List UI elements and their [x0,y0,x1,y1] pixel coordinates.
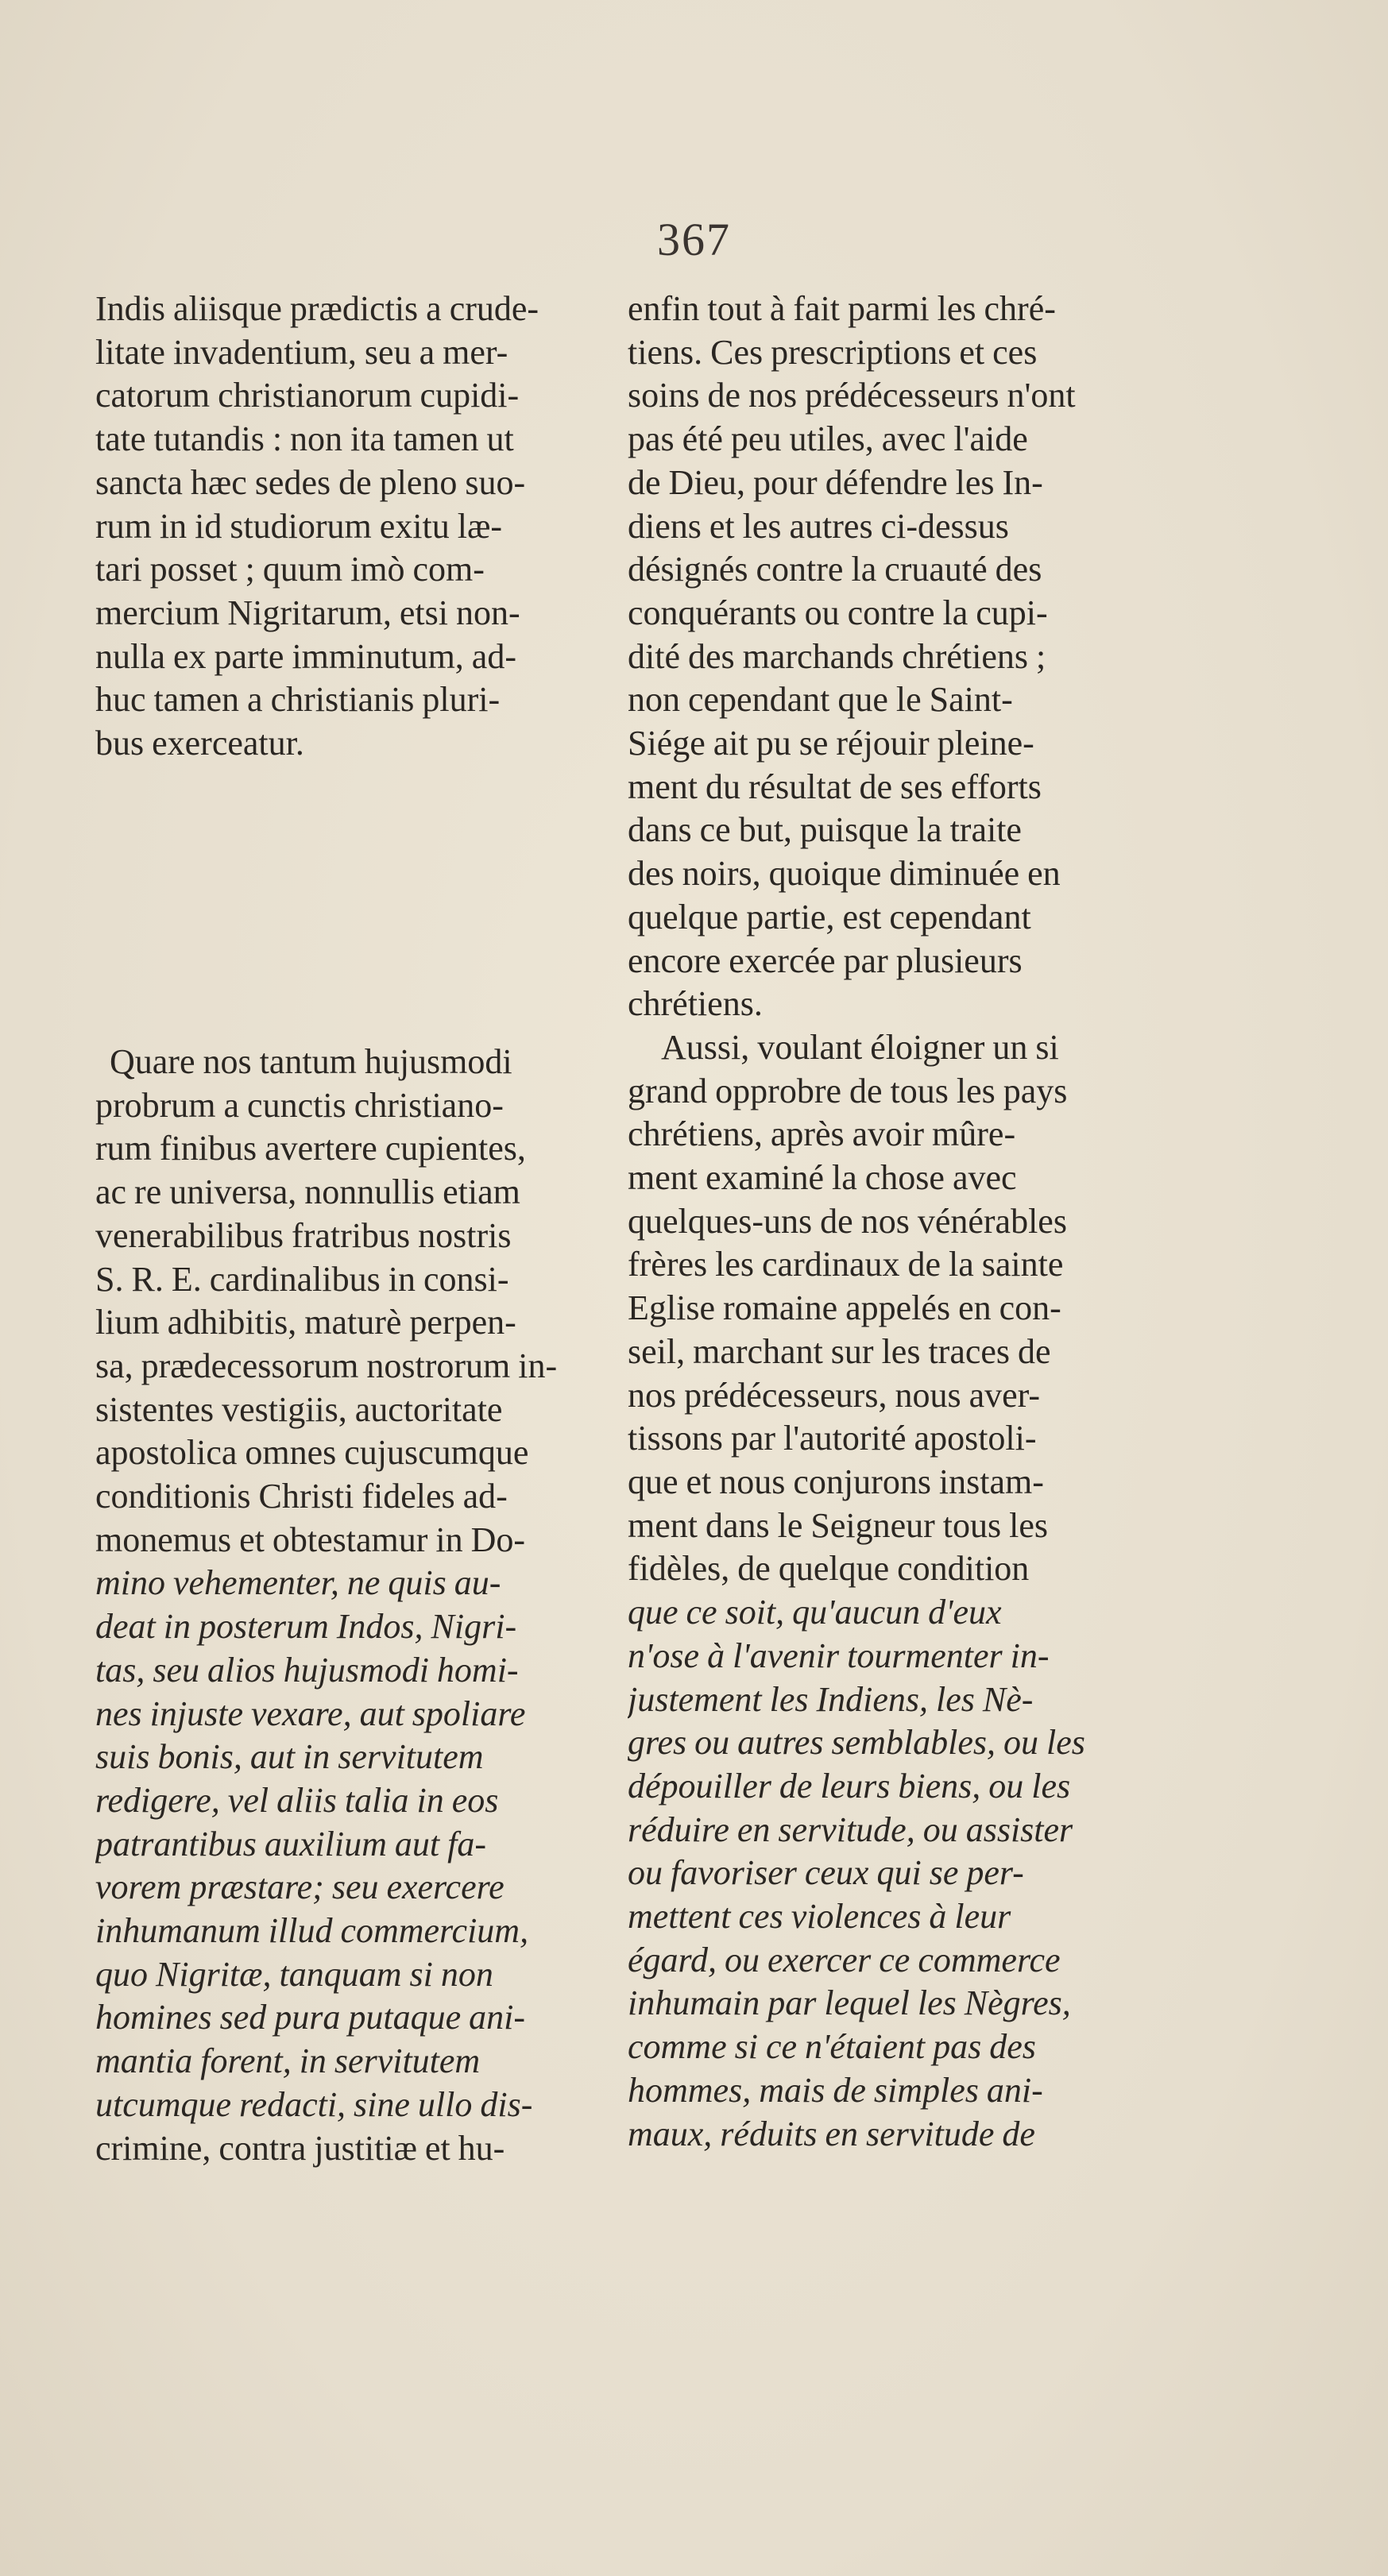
latin-paragraph-2 [95,1041,588,2170]
latin-paragraph-1 [95,288,588,766]
text-line: monemus et obtestamur in Do- [95,1520,526,1559]
text-line: rum in id studiorum exitu læ- [95,506,502,546]
text-line: chrétiens. [628,984,763,1024]
text-line: inhumain par lequel les Nègres, [628,1983,1071,2023]
text-line: dans ce but, puisque la traite [628,810,1022,850]
text-line: mercium Nigritarum, etsi non- [95,593,520,632]
text-line: ment dans le Seigneur tous les [628,1505,1049,1545]
text-line: égard, ou exercer ce commerce [628,1940,1061,1979]
text-line: quelques-uns de nos vénérables [628,1201,1067,1241]
text-line: sistentes vestigiis, auctoritate [95,1389,503,1429]
text-line: litate invadentium, seu a mer- [95,332,508,372]
text-line: quo Nigritæ, tanquam si non [95,1954,493,1994]
text-line: apostolica omnes cujuscumque [95,1433,529,1473]
text-line: crimine, contra justitiæ et hu- [95,2128,505,2168]
text-line: diens et les autres ci-dessus [628,506,1009,546]
text-line: tiens. Ces prescriptions et ces [628,332,1038,372]
text-line: enfin tout à fait parmi les chré- [628,289,1056,328]
text-line: redigere, vel aliis talia in eos [95,1780,499,1820]
text-line: nos prédécesseurs, nous aver- [628,1375,1041,1415]
text-line: mino vehementer, ne quis au- [95,1563,501,1603]
text-line: fidèles, de quelque condition [628,1549,1030,1589]
text-line: que et nous conjurons instam- [628,1462,1044,1501]
text-line: de Dieu, pour défendre les In- [628,462,1043,502]
text-line: tas, seu alios hujusmodi homi- [95,1650,519,1690]
text-line: Indis aliisque prædictis a crude- [95,289,539,328]
text-line: tate tutandis : non ita tamen ut [95,419,514,459]
text-line: Aussi, voulant éloigner un si [661,1027,1059,1067]
text-line: dité des marchands chrétiens ; [628,636,1046,676]
text-line: chrétiens, après avoir mûre- [628,1114,1016,1154]
text-line: sancta hæc sedes de pleno suo- [95,462,526,502]
text-line: seil, marchant sur les traces de [628,1331,1051,1371]
text-line: Eglise romaine appelés en con- [628,1288,1061,1328]
text-line: frères les cardinaux de la sainte [628,1245,1064,1284]
text-line: maux, réduits en servitude de [628,2114,1035,2153]
text-line: désignés contre la cruauté des [628,550,1042,589]
text-line: venerabilibus fratribus nostris [95,1215,512,1255]
text-line: patrantibus auxilium aut fa- [95,1824,486,1863]
text-line: vorem præstare; seu exercere [95,1867,505,1907]
text-line: des noirs, quoique diminuée en [628,854,1061,894]
text-line: réduire en servitude, ou assister [628,1809,1073,1849]
text-line: justement les Indiens, les Nè- [628,1679,1034,1719]
text-line: Quare nos tantum hujusmodi [110,1042,512,1081]
text-line: quelque partie, est cependant [628,897,1031,937]
text-line: mantia forent, in servitutem [95,2041,481,2081]
text-line: pas été peu utiles, avec l'aide [628,419,1028,459]
text-line: que ce soit, qu'aucun d'eux [628,1593,1002,1632]
text-line: mettent ces violences à leur [628,1897,1011,1937]
text-line: conditionis Christi fideles ad- [95,1477,508,1516]
text-line: suis bonis, aut in servitutem [95,1737,484,1777]
text-line: S. R. E. cardinalibus in consi- [95,1259,509,1299]
text-line: huc tamen a christianis pluri- [95,680,501,720]
text-line: sa, prædecessorum nostrorum in- [95,1346,558,1385]
text-line: hommes, mais de simples ani- [628,2070,1043,2110]
text-line: dépouiller de leurs biens, ou les [628,1766,1071,1806]
text-line: gres ou autres semblables, ou les [628,1723,1085,1763]
text-line: n'ose à l'avenir tourmenter in- [628,1636,1050,1675]
text-line: rum finibus avertere cupientes, [95,1129,526,1168]
text-line: grand opprobre de tous les pays [628,1071,1068,1110]
text-line: inhumanum illud commercium, [95,1911,529,1951]
text-line: ou favoriser ceux qui se per- [628,1853,1024,1893]
text-line: ment du résultat de ses efforts [628,767,1042,806]
text-line: tissons par l'autorité apostoli- [628,1419,1037,1458]
text-line: Siége ait pu se réjouir pleine- [628,724,1034,763]
text-line: catorum christianorum cupidi- [95,376,520,415]
text-line: nulla ex parte imminutum, ad- [95,636,516,676]
text-line: ac re universa, nonnullis etiam [95,1172,520,1212]
text-line: soins de nos prédécesseurs n'ont [628,376,1076,415]
text-line: tari posset ; quum imò com- [95,550,485,589]
text-line: bus exerceatur. [95,724,304,763]
text-line: lium adhibitis, maturè perpen- [95,1303,516,1342]
text-line: encore exercée par plusieurs [628,940,1023,980]
text-line: non cependant que le Saint- [628,680,1013,720]
text-line: comme si ce n'étaient pas des [628,2027,1036,2067]
text-line: conquérants ou contre la cupi- [628,593,1048,632]
page-number: 367 [657,214,731,265]
text-line: deat in posterum Indos, Nigri- [95,1607,517,1647]
text-line: homines sed pura putaque ani- [95,1998,526,2037]
text-line: probrum a cunctis christiano- [95,1085,504,1125]
text-line: utcumque redacti, sine ullo dis- [95,2084,533,2124]
french-column [628,288,1136,2156]
text-line: ment examiné la chose avec [628,1158,1017,1198]
text-line: nes injuste vexare, aut spoliare [95,1694,526,1733]
